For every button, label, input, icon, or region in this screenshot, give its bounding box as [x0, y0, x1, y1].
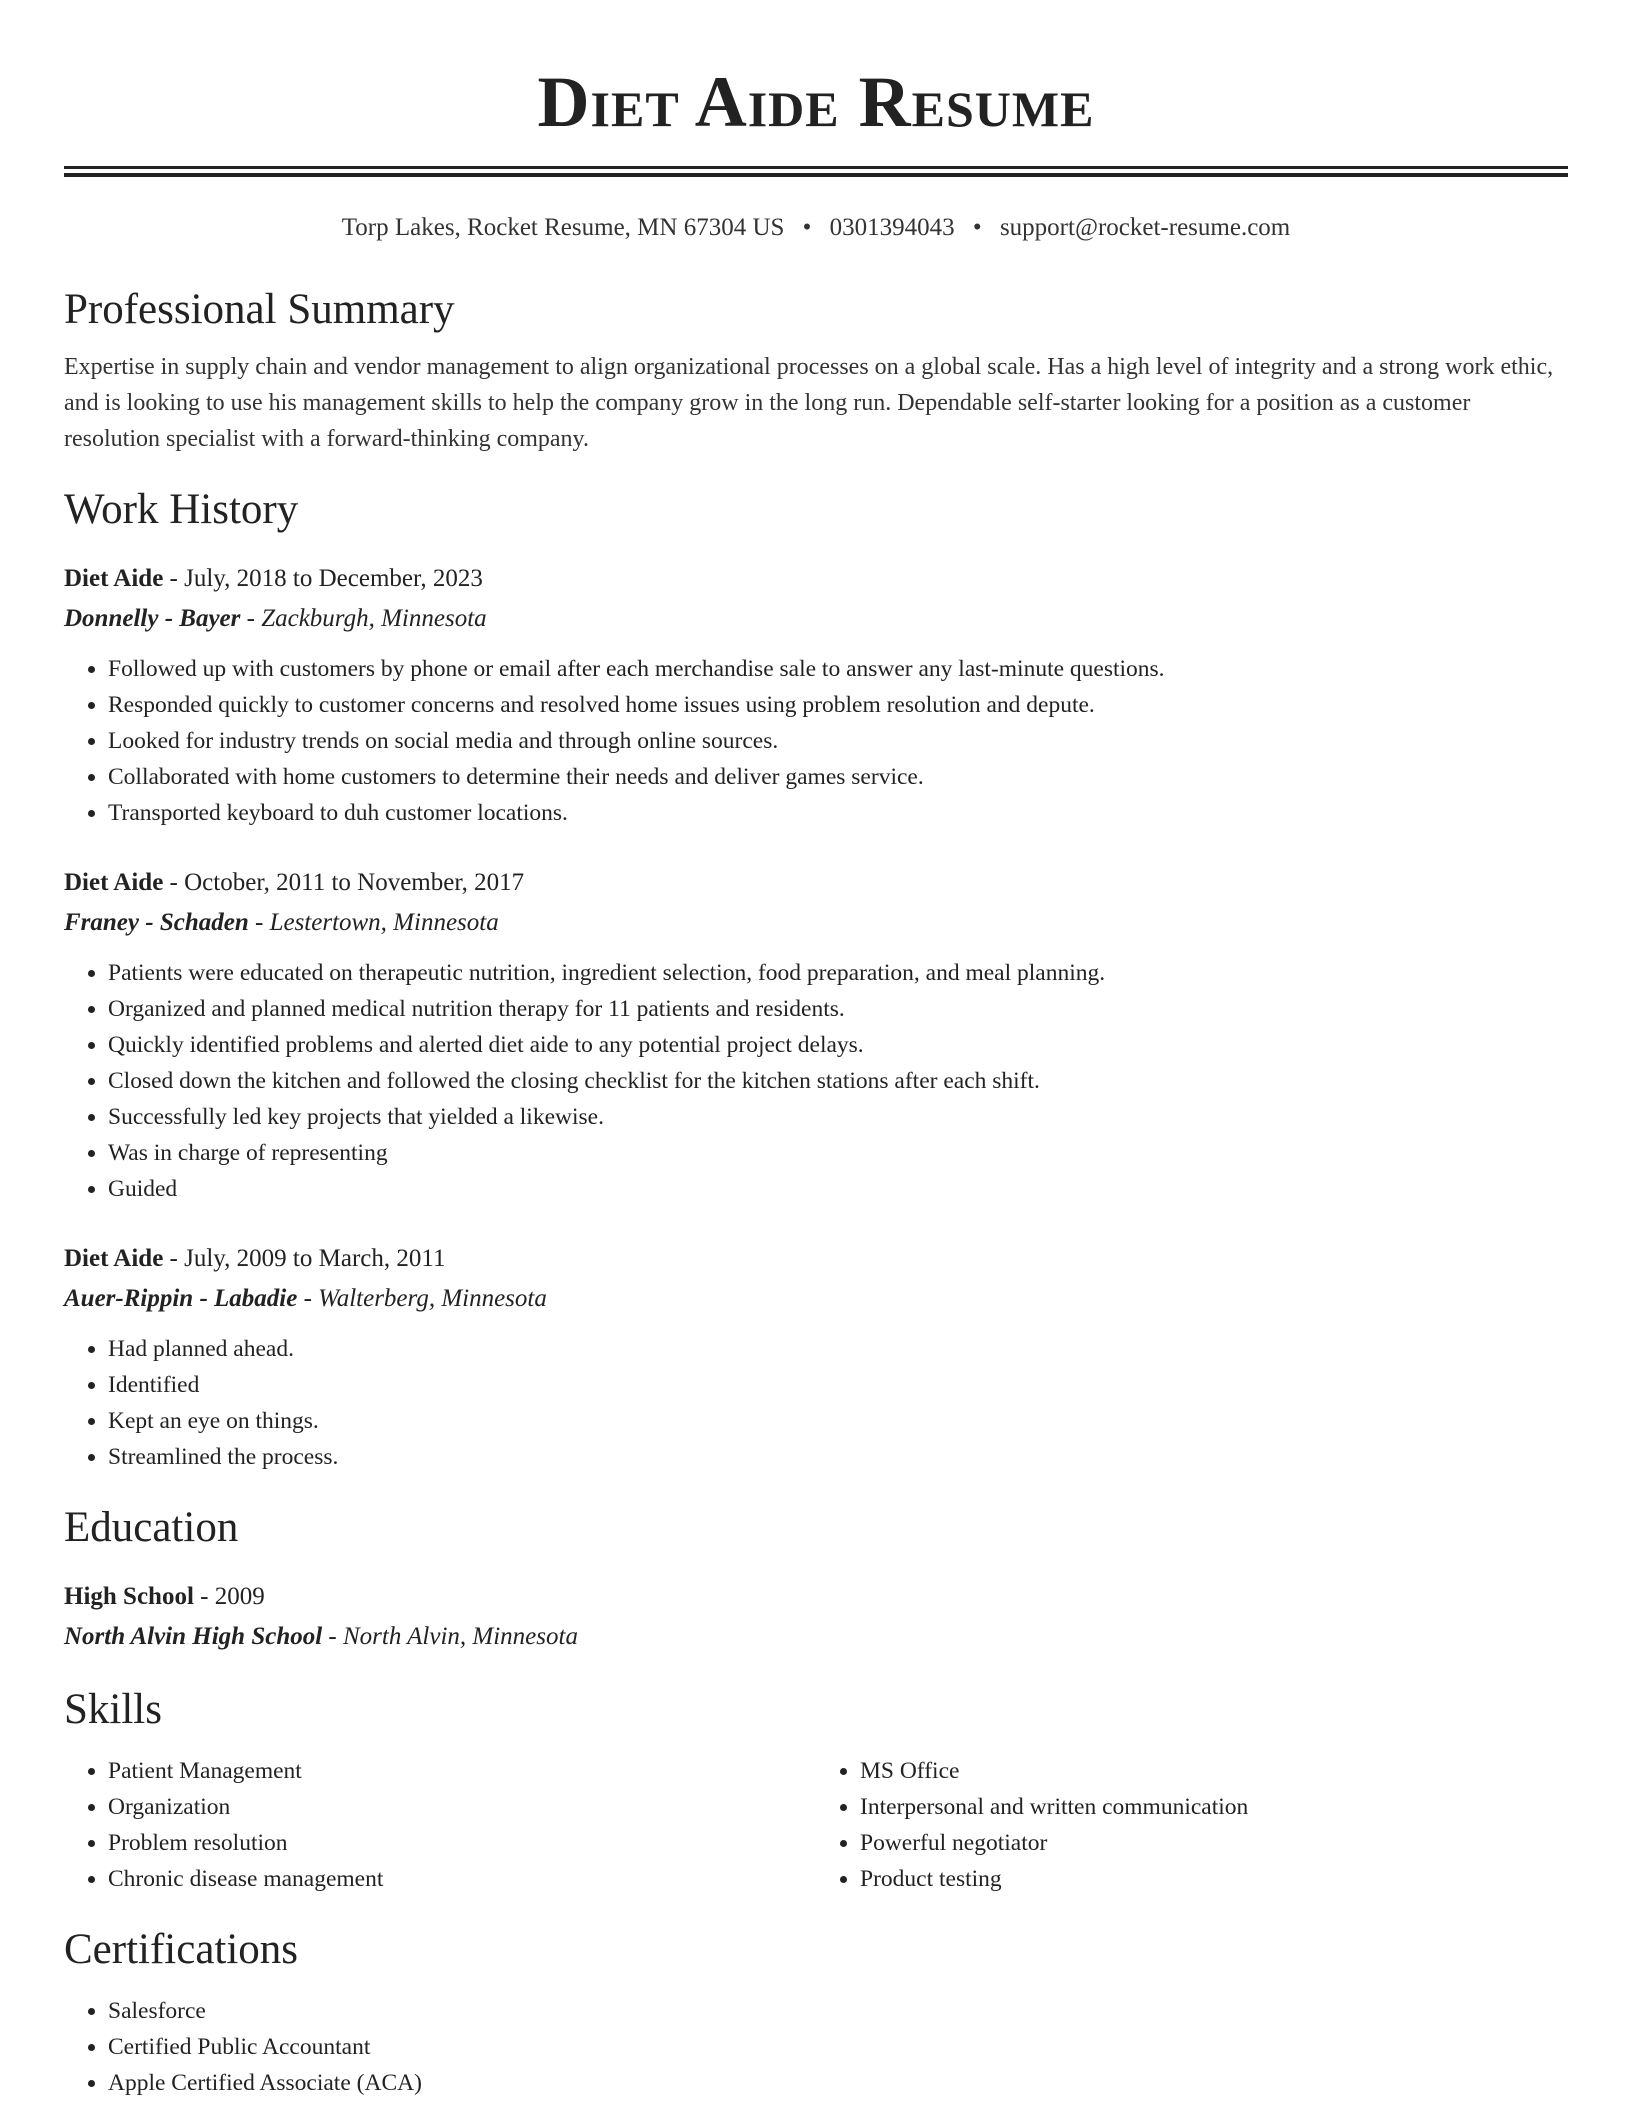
skills-right-list: [816, 1753, 1568, 1897]
skill-item: • MS Office: [860, 1753, 1568, 1789]
job-bullet: • Successfully led key projects that yielded a likewise.: [108, 1099, 1568, 1135]
education-year: 2009: [214, 1583, 265, 1610]
education-degree-line: [64, 1577, 1568, 1617]
job-company: Franey - Schaden: [64, 909, 249, 936]
education-location: North Alvin, Minnesota: [343, 1623, 578, 1650]
job-company-line: [64, 903, 1568, 943]
education-dash: -: [193, 1583, 215, 1610]
job-location: Zackburgh, Minnesota: [261, 605, 487, 632]
job-bullet: • Was in charge of representing: [108, 1135, 1568, 1171]
title-divider: [64, 166, 1568, 177]
skill-item: • Chronic disease management: [108, 1861, 816, 1897]
job-bullet: • Followed up with customers by phone or email after each merchandise sale to answer any last-minute questions.: [108, 651, 1568, 687]
job-company: Auer-Rippin - Labadie: [64, 1285, 298, 1312]
job-bullet: • Transported keyboard to duh customer locations.: [108, 795, 1568, 831]
job-title: Diet Aide: [64, 869, 164, 896]
job-company-line: [64, 1279, 1568, 1319]
summary-text: Expertise in supply chain and vendor management to align organizational processes on a global scale. Has a high level of integrity and a strong work ethic, and is looking to use his management skills to help the company grow in the long run. Dependable self-starter looking for a position as a customer resolution specialist with a forward-thinking company.: [64, 354, 1554, 452]
job-bullet: • Closed down the kitchen and followed the closing checklist for the kitchen stations after each shift.: [108, 1063, 1568, 1099]
job-entry: [64, 1239, 1568, 1475]
job-bullet: • Responded quickly to customer concerns and resolved home issues using problem resolution and depute.: [108, 687, 1568, 723]
contact-address: Torp Lakes, Rocket Resume, MN 67304 US: [341, 214, 785, 241]
skill-item: • Interpersonal and written communication: [860, 1789, 1568, 1825]
education-school: North Alvin High School: [64, 1623, 323, 1650]
contact-phone: 0301394043: [829, 214, 955, 241]
job-company: Donnelly - Bayer: [64, 605, 241, 632]
job-location: Lestertown, Minnesota: [269, 909, 499, 936]
job-bullet: • Quickly identified problems and alerted diet aide to any potential project delays.: [108, 1027, 1568, 1063]
certifications-list: [64, 1993, 1568, 2101]
job-title-line: [64, 559, 1568, 599]
job-dash: -: [163, 1245, 185, 1272]
certification-item: • Salesforce: [108, 1993, 1568, 2029]
job-bullet: • Guided: [108, 1171, 1568, 1207]
job-bullet: • Identified: [108, 1367, 1568, 1403]
education-school-line: [64, 1617, 1568, 1657]
skill-item: • Problem resolution: [108, 1825, 816, 1861]
job-dash: -: [163, 869, 185, 896]
education-heading: Education: [64, 1504, 239, 1551]
job-bullet: • Patients were educated on therapeutic nutrition, ingredient selection, food preparation, and meal planning.: [108, 955, 1568, 991]
job-title: Diet Aide: [64, 1245, 164, 1272]
certification-item: • Certified Public Accountant: [108, 2029, 1568, 2065]
contact-separator: •: [972, 214, 982, 241]
job-bullet: • Looked for industry trends on social media and through online sources.: [108, 723, 1568, 759]
job-dates: October, 2011 to November, 2017: [184, 869, 525, 896]
job-bullets: [64, 1331, 1568, 1475]
skills-right-column: [816, 1753, 1568, 1897]
contact-line: [64, 211, 1568, 245]
education-entry: [64, 1577, 1568, 1657]
job-title: Diet Aide: [64, 565, 164, 592]
job-dash: -: [297, 1285, 319, 1312]
job-entry: [64, 559, 1568, 831]
contact-email: support@rocket-resume.com: [999, 214, 1291, 241]
job-company-line: [64, 599, 1568, 639]
job-dash: -: [240, 605, 262, 632]
resume-title: Diet Aide Resume: [537, 62, 1095, 142]
job-entry: [64, 863, 1568, 1207]
job-dates: July, 2018 to December, 2023: [184, 565, 483, 592]
skills-left-list: [64, 1753, 816, 1897]
certifications-heading: Certifications: [64, 1926, 299, 1973]
job-title-line: [64, 1239, 1568, 1279]
skill-item: • Powerful negotiator: [860, 1825, 1568, 1861]
summary-heading: Professional Summary: [64, 286, 455, 333]
job-location: Walterberg, Minnesota: [318, 1285, 547, 1312]
skills-left-column: [64, 1753, 816, 1897]
job-bullet: • Collaborated with home customers to determine their needs and deliver games service.: [108, 759, 1568, 795]
education-degree: High School: [64, 1583, 194, 1610]
skills-columns: [64, 1753, 1568, 1897]
job-bullet: • Organized and planned medical nutrition therapy for 11 patients and residents.: [108, 991, 1568, 1027]
education-dash: -: [322, 1623, 343, 1650]
job-dates: July, 2009 to March, 2011: [184, 1245, 446, 1272]
job-dash: -: [163, 565, 185, 592]
job-title-line: [64, 863, 1568, 903]
job-dash: -: [248, 909, 270, 936]
contact-separator: •: [802, 214, 812, 241]
skill-item: • Product testing: [860, 1861, 1568, 1897]
work-history-heading: Work History: [64, 486, 299, 533]
skills-heading: Skills: [64, 1686, 162, 1733]
job-bullet: • Streamlined the process.: [108, 1439, 1568, 1475]
job-bullet: • Had planned ahead.: [108, 1331, 1568, 1367]
job-bullet: • Kept an eye on things.: [108, 1403, 1568, 1439]
skill-item: • Patient Management: [108, 1753, 816, 1789]
job-bullets: [64, 651, 1568, 831]
job-bullets: [64, 955, 1568, 1207]
skill-item: • Organization: [108, 1789, 816, 1825]
certification-item: • Apple Certified Associate (ACA): [108, 2065, 1568, 2101]
